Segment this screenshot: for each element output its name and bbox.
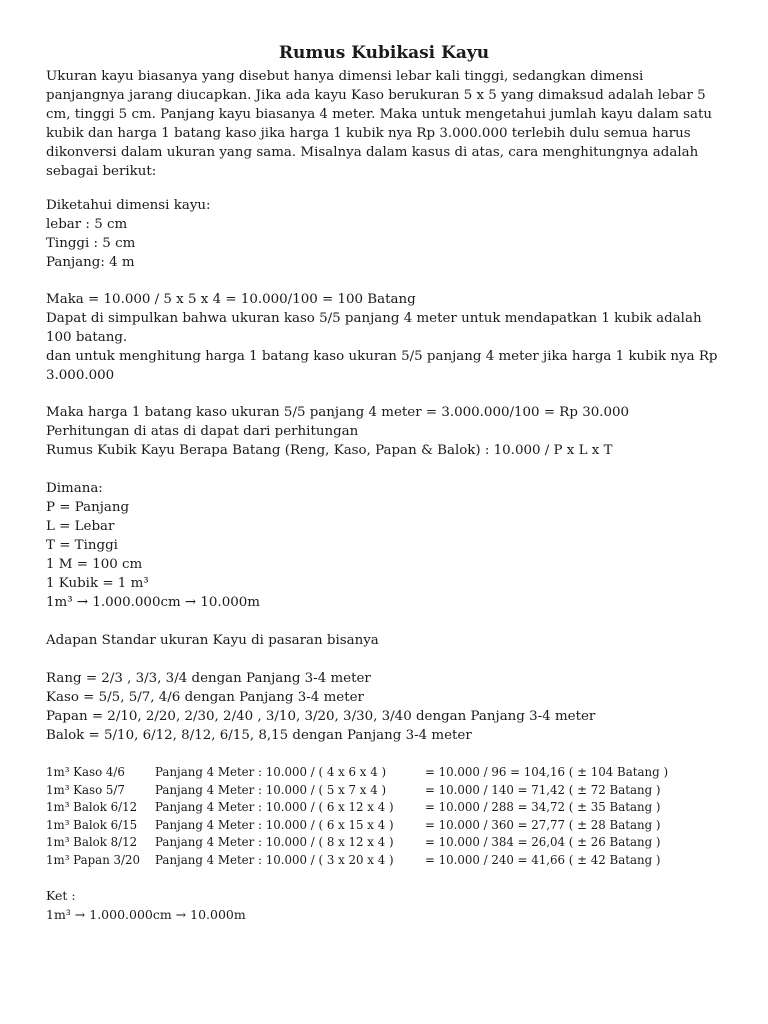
text-line: 1 Kubik = 1 m³: [46, 576, 149, 591]
row-result: = 10.000 / 240 = 41,66 ( ± 42 Batang ): [425, 852, 661, 867]
text-line: Rumus Kubik Kayu Berapa Batang (Reng, Kaso, Papan & Balok) : 10.000 / P x L x T: [46, 443, 613, 458]
standard-heading: [46, 631, 726, 650]
text-line: panjangnya jarang diucapkan. Jika ada kayu Kaso berukuran 5 x 5 yang dimaksud adalah lebar 5: [46, 88, 706, 103]
text-line: Balok = 5/10, 6/12, 8/12, 6/15, 8,15 dengan Panjang 3-4 meter: [46, 728, 472, 743]
text-line: kubik dan harga 1 batang kaso jika harga 1 kubik nya Rp 3.000.000 terlebih dulu semua harus: [46, 126, 691, 141]
row-result: = 10.000 / 140 = 71,42 ( ± 72 Batang ): [425, 782, 661, 797]
text-line: Kaso = 5/5, 5/7, 4/6 dengan Panjang 3-4 meter: [46, 690, 364, 705]
row-item: 1m³ Papan 3/20: [46, 852, 141, 867]
row-item: 1m³ Kaso 5/7: [46, 782, 125, 797]
price-paragraph: [46, 403, 726, 460]
text-line: L = Lebar: [46, 519, 115, 534]
row-formula: Panjang 4 Meter : 10.000 / ( 5 x 7 x 4 ): [155, 782, 387, 797]
text-line: Dapat di simpulkan bahwa ukuran kaso 5/5 panjang 4 meter untuk mendapatkan 1 kubik adalah: [46, 311, 702, 326]
text-line: 1m³ → 1.000.000cm → 10.000m: [46, 595, 260, 610]
row-result: = 10.000 / 288 = 34,72 ( ± 35 Batang ): [425, 800, 661, 815]
row-result: = 10.000 / 96 = 104,16 ( ± 104 Batang ): [425, 765, 669, 779]
text-line: 1 M = 100 cm: [46, 557, 143, 572]
row-item: 1m³ Balok 6/12: [46, 800, 138, 815]
text-line: Rang = 2/3 , 3/3, 3/4 dengan Panjang 3-4 meter: [46, 671, 371, 686]
text-line: lebar : 5 cm: [46, 217, 128, 232]
text-line: Ukuran kayu biasanya yang disebut hanya dimensi lebar kali tinggi, sedangkan dimensi: [46, 69, 644, 84]
row-result: = 10.000 / 384 = 26,04 ( ± 26 Batang ): [425, 835, 661, 850]
text-line: Panjang: 4 m: [46, 255, 135, 270]
page-title: Rumus Kubikasi Kayu: [278, 43, 490, 63]
text-line: Perhitungan di atas di dapat dari perhitungan: [46, 424, 359, 439]
row-result: = 10.000 / 360 = 27,77 ( ± 28 Batang ): [425, 817, 661, 832]
row-formula: Panjang 4 Meter : 10.000 / ( 8 x 12 x 4 ): [155, 835, 394, 850]
row-formula: Panjang 4 Meter : 10.000 / ( 6 x 12 x 4 ): [155, 800, 394, 815]
standard-sizes-list: [46, 669, 726, 745]
text-line: 1m³ → 1.000.000cm → 10.000m: [46, 907, 246, 922]
text-line: sebagai berikut:: [46, 164, 157, 179]
intro-paragraph: [46, 67, 726, 181]
text-line: P = Panjang: [46, 500, 130, 515]
text-line: Dimana:: [46, 481, 103, 496]
text-line: Maka harga 1 batang kaso ukuran 5/5 panjang 4 meter = 3.000.000/100 = Rp 30.000: [46, 405, 630, 420]
row-formula: Panjang 4 Meter : 10.000 / ( 4 x 6 x 4 ): [155, 765, 387, 779]
text-line: T = Tinggi: [46, 538, 118, 553]
text-line: dan untuk menghitung harga 1 batang kaso ukuran 5/5 panjang 4 meter jika harga 1 kubik nya Rp: [46, 349, 718, 364]
text-line: Papan = 2/10, 2/20, 2/30, 2/40 , 3/10, 3/20, 3/30, 3/40 dengan Panjang 3-4 meter: [46, 709, 596, 724]
known-dimensions: [46, 196, 726, 272]
definitions-list: [46, 479, 726, 612]
text-line: Tinggi : 5 cm: [46, 236, 136, 251]
calculation-paragraph: [46, 290, 726, 385]
text-line: Maka = 10.000 / 5 x 5 x 4 = 10.000/100 = 100 Batang: [46, 292, 416, 307]
row-item: 1m³ Balok 6/15: [46, 817, 138, 832]
text-line: Ket :: [46, 888, 76, 903]
notes: [46, 886, 246, 924]
text-line: 100 batang.: [46, 330, 128, 345]
row-item: 1m³ Balok 8/12: [46, 835, 138, 850]
row-item: 1m³ Kaso 4/6: [46, 765, 125, 779]
text-line: Adapan Standar ukuran Kayu di pasaran bisanya: [46, 633, 379, 648]
text-line: 3.000.000: [46, 368, 115, 383]
row-formula: Panjang 4 Meter : 10.000 / ( 6 x 15 x 4 ): [155, 817, 394, 832]
text-line: cm, tinggi 5 cm. Panjang kayu biasanya 4 meter. Maka untuk mengetahui jumlah kayu dalam satu: [46, 107, 712, 122]
text-line: Diketahui dimensi kayu:: [46, 198, 211, 213]
text-line: dikonversi dalam ukuran yang sama. Misalnya dalam kasus di atas, cara menghitungnya adalah: [46, 145, 699, 160]
row-formula: Panjang 4 Meter : 10.000 / ( 3 x 20 x 4 ): [155, 852, 394, 867]
